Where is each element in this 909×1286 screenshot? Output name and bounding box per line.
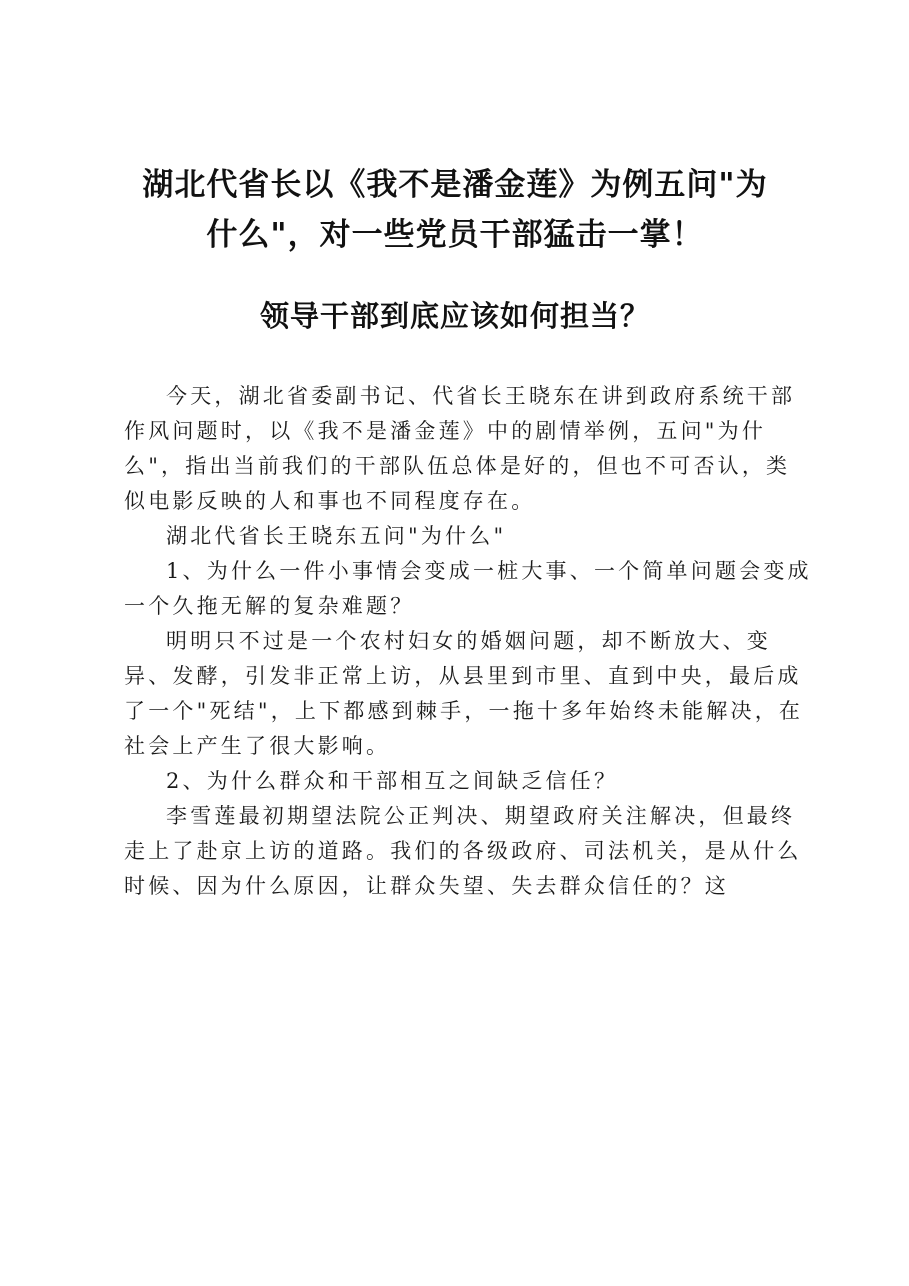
document-body <box>124 379 814 904</box>
paragraph: 李雪莲最初期望法院公正判决、期望政府关注解决，但最终走上了赴京上访的道路。我们的各级政府、司法机关，是从什么时候、因为什么原因，让群众失望、失去群众信任的？这 <box>124 804 802 898</box>
title-line-1: 湖北代省长以《我不是潘金莲》为例五问"为 <box>142 167 768 203</box>
paragraph: 2、为什么群众和干部相互之间缺乏信任？ <box>166 769 619 793</box>
paragraph: 1、为什么一件小事情会变成一桩大事、一个简单问题会变成一个久拖无解的复杂难题？ <box>124 559 812 618</box>
document-subtitle: 领导干部到底应该如何担当？ <box>259 299 650 333</box>
paragraph: 湖北代省长王晓东五问"为什么" <box>166 524 507 548</box>
paragraph: 今天，湖北省委副书记、代省长王晓东在讲到政府系统干部作风问题时，以《我不是潘金莲》中的剧情举例，五问"为什么"，指出当前我们的干部队伍总体是好的，但也不可否认，类似电影反映的人和事也不同程度存在。 <box>124 384 796 513</box>
document-title <box>110 160 800 260</box>
title-line-2: 什么"，对一些党员干部猛击一掌！ <box>206 217 704 253</box>
paragraph: 明明只不过是一个农村妇女的婚姻问题，却不断放大、变异、发酵，引发非正常上访，从县里到市里、直到中央，最后成了一个"死结"，上下都感到棘手，一拖十多年始终未能解决，在社会上产生了很大影响。 <box>124 629 804 758</box>
